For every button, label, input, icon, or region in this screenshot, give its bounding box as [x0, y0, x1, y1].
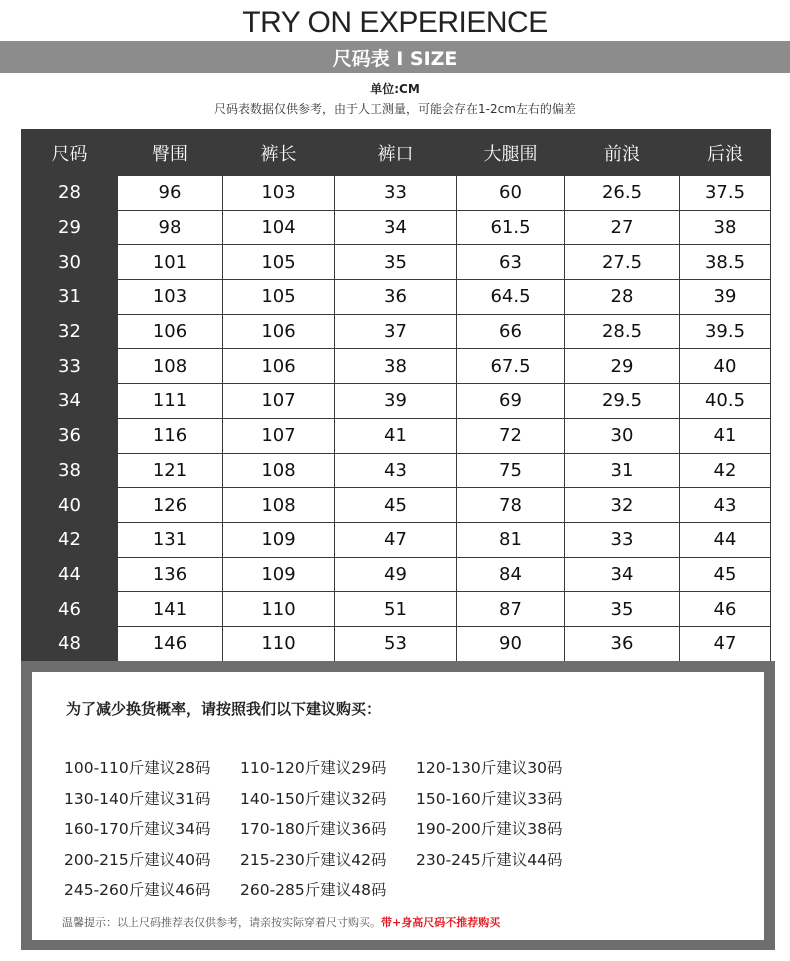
table-row — [22, 210, 771, 245]
table-row — [22, 280, 771, 315]
measurement-cell: 29.5 — [565, 384, 680, 419]
measurement-cell: 106 — [223, 314, 335, 349]
measurement-cell: 101 — [118, 245, 223, 280]
measurement-cell: 105 — [223, 280, 335, 315]
measurement-cell: 51 — [335, 592, 457, 627]
unit-label: 单位:CM — [370, 82, 420, 96]
measurement-cell: 141 — [118, 592, 223, 627]
advice-item: 160-170斤建议34码 — [64, 820, 211, 839]
measurement-cell: 90 — [457, 626, 565, 661]
measurement-cell: 39.5 — [680, 314, 771, 349]
measurement-cell: 26.5 — [565, 176, 680, 211]
measurement-cell: 104 — [223, 210, 335, 245]
measurement-cell: 108 — [223, 488, 335, 523]
measurement-cell: 66 — [457, 314, 565, 349]
column-header: 裤口 — [335, 130, 457, 176]
size-cell: 31 — [22, 280, 118, 315]
size-cell: 30 — [22, 245, 118, 280]
table-body — [22, 176, 771, 662]
measurement-cell: 41 — [680, 418, 771, 453]
size-cell: 36 — [22, 418, 118, 453]
advice-item: 100-110斤建议28码 — [64, 759, 211, 778]
advice-inner — [32, 672, 764, 940]
table-row — [22, 314, 771, 349]
size-cell: 33 — [22, 349, 118, 384]
size-cell: 46 — [22, 592, 118, 627]
measurement-cell: 81 — [457, 522, 565, 557]
advice-row — [64, 874, 594, 905]
measurement-cell: 40 — [680, 349, 771, 384]
table-row — [22, 557, 771, 592]
measurement-cell: 28 — [565, 280, 680, 315]
column-header: 尺码 — [22, 130, 118, 176]
measurement-cell: 116 — [118, 418, 223, 453]
measurement-cell: 30 — [565, 418, 680, 453]
measurement-cell: 37 — [335, 314, 457, 349]
measurement-cell: 109 — [223, 522, 335, 557]
measurement-cell: 39 — [335, 384, 457, 419]
measurement-cell: 108 — [118, 349, 223, 384]
advice-item: 260-285斤建议48码 — [240, 881, 387, 900]
advice-item: 190-200斤建议38码 — [416, 820, 563, 839]
column-header: 裤长 — [223, 130, 335, 176]
measurement-cell: 61.5 — [457, 210, 565, 245]
section-band — [0, 41, 790, 73]
size-cell: 42 — [22, 522, 118, 557]
size-cell: 44 — [22, 557, 118, 592]
measurement-cell: 46 — [680, 592, 771, 627]
advice-panel — [21, 661, 775, 950]
size-cell: 48 — [22, 626, 118, 661]
measurement-cell: 47 — [680, 626, 771, 661]
measurement-cell: 47 — [335, 522, 457, 557]
measurement-cell: 42 — [680, 453, 771, 488]
measurement-cell: 49 — [335, 557, 457, 592]
measurement-cell: 126 — [118, 488, 223, 523]
advice-row — [64, 813, 594, 844]
measurement-cell: 107 — [223, 418, 335, 453]
table-row — [22, 488, 771, 523]
measurement-cell: 110 — [223, 626, 335, 661]
measurement-cell: 75 — [457, 453, 565, 488]
footnote-text: 温馨提示：以上尺码推荐表仅供参考，请亲按实际穿着尺寸购买。 — [62, 916, 381, 929]
measurement-cell: 37.5 — [680, 176, 771, 211]
advice-row — [64, 752, 594, 783]
size-cell: 34 — [22, 384, 118, 419]
footnote — [62, 914, 500, 930]
size-cell: 40 — [22, 488, 118, 523]
advice-item: 130-140斤建议31码 — [64, 789, 211, 808]
measurement-cell: 44 — [680, 522, 771, 557]
measurement-cell: 32 — [565, 488, 680, 523]
measurement-cell: 121 — [118, 453, 223, 488]
measurement-cell: 111 — [118, 384, 223, 419]
measurement-cell: 27.5 — [565, 245, 680, 280]
measurement-note: 尺码表数据仅供参考，由于人工测量，可能会存在1-2cm左右的偏差 — [214, 102, 576, 116]
advice-heading: 为了减少换货概率，请按照我们以下建议购买： — [66, 700, 382, 718]
warning-text: 带+身高尺码不推荐购买 — [381, 916, 501, 929]
advice-row — [64, 844, 594, 875]
measurement-cell: 43 — [680, 488, 771, 523]
measurement-cell: 69 — [457, 384, 565, 419]
measurement-cell: 109 — [223, 557, 335, 592]
size-table — [21, 129, 771, 662]
measurement-cell: 84 — [457, 557, 565, 592]
measurement-cell: 36 — [565, 626, 680, 661]
measurement-cell: 45 — [335, 488, 457, 523]
advice-item: 150-160斤建议33码 — [416, 789, 563, 808]
measurement-cell: 35 — [335, 245, 457, 280]
measurement-cell: 110 — [223, 592, 335, 627]
measurement-cell: 36 — [335, 280, 457, 315]
advice-item: 120-130斤建议30码 — [416, 759, 563, 778]
advice-item: 200-215斤建议40码 — [64, 850, 211, 869]
table-row — [22, 245, 771, 280]
column-header: 臀围 — [118, 130, 223, 176]
measurement-cell: 34 — [335, 210, 457, 245]
measurement-cell: 43 — [335, 453, 457, 488]
measurement-cell: 31 — [565, 453, 680, 488]
measurement-cell: 67.5 — [457, 349, 565, 384]
measurement-cell: 33 — [335, 176, 457, 211]
measurement-cell: 146 — [118, 626, 223, 661]
measurement-cell: 28.5 — [565, 314, 680, 349]
table-header-row — [22, 130, 771, 176]
column-header: 后浪 — [680, 130, 771, 176]
measurement-cell: 103 — [118, 280, 223, 315]
table-row — [22, 176, 771, 211]
measurement-cell: 29 — [565, 349, 680, 384]
measurement-cell: 38 — [680, 210, 771, 245]
measurement-cell: 103 — [223, 176, 335, 211]
column-header: 前浪 — [565, 130, 680, 176]
table-row — [22, 626, 771, 661]
measurement-cell: 107 — [223, 384, 335, 419]
measurement-cell: 87 — [457, 592, 565, 627]
table-row — [22, 349, 771, 384]
size-cell: 29 — [22, 210, 118, 245]
table-row — [22, 453, 771, 488]
table-row — [22, 522, 771, 557]
measurement-cell: 63 — [457, 245, 565, 280]
page-title: TRY ON EXPERIENCE — [242, 6, 548, 39]
measurement-cell: 27 — [565, 210, 680, 245]
measurement-cell: 40.5 — [680, 384, 771, 419]
table-row — [22, 592, 771, 627]
size-cell: 38 — [22, 453, 118, 488]
advice-blank — [416, 874, 594, 904]
column-header: 大腿围 — [457, 130, 565, 176]
advice-item: 230-245斤建议44码 — [416, 850, 563, 869]
advice-item: 110-120斤建议29码 — [240, 759, 387, 778]
measurement-cell: 64.5 — [457, 280, 565, 315]
advice-item: 215-230斤建议42码 — [240, 850, 387, 869]
advice-grid — [64, 752, 594, 905]
measurement-cell: 72 — [457, 418, 565, 453]
measurement-cell: 136 — [118, 557, 223, 592]
measurement-cell: 98 — [118, 210, 223, 245]
band-label: 尺码表 I SIZE — [332, 47, 458, 70]
measurement-cell: 53 — [335, 626, 457, 661]
advice-item: 140-150斤建议32码 — [240, 789, 387, 808]
measurement-cell: 106 — [118, 314, 223, 349]
measurement-cell: 60 — [457, 176, 565, 211]
advice-item: 170-180斤建议36码 — [240, 820, 387, 839]
size-cell: 28 — [22, 176, 118, 211]
advice-item: 245-260斤建议46码 — [64, 881, 211, 900]
size-cell: 32 — [22, 314, 118, 349]
measurement-cell: 45 — [680, 557, 771, 592]
table-row — [22, 418, 771, 453]
measurement-cell: 34 — [565, 557, 680, 592]
measurement-cell: 41 — [335, 418, 457, 453]
measurement-cell: 105 — [223, 245, 335, 280]
advice-row — [64, 783, 594, 814]
measurement-cell: 78 — [457, 488, 565, 523]
measurement-cell: 38.5 — [680, 245, 771, 280]
measurement-cell: 96 — [118, 176, 223, 211]
measurement-cell: 131 — [118, 522, 223, 557]
measurement-cell: 38 — [335, 349, 457, 384]
measurement-cell: 106 — [223, 349, 335, 384]
table-row — [22, 384, 771, 419]
measurement-cell: 108 — [223, 453, 335, 488]
measurement-cell: 33 — [565, 522, 680, 557]
measurement-cell: 39 — [680, 280, 771, 315]
measurement-cell: 35 — [565, 592, 680, 627]
